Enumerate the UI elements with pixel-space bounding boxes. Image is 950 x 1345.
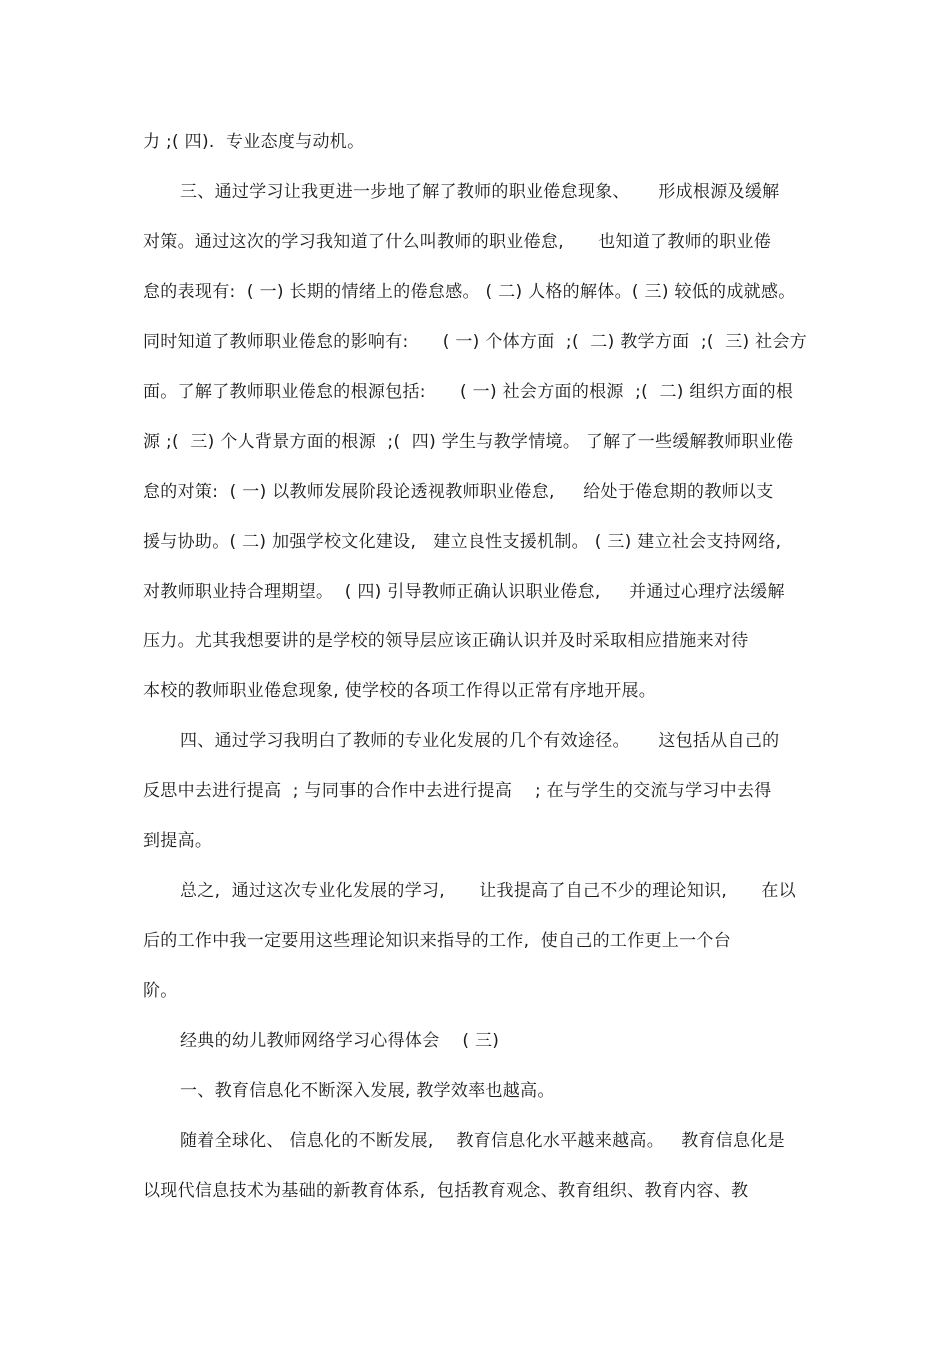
paragraph-line: 怠的对策: ( 一) 以教师发展阶段论透视教师职业倦怠, 给处于倦怠期的教师以支 <box>143 482 774 502</box>
paragraph-line: 随着全球化、 信息化的不断发展, 教育信息化水平越来越高。 教育信息化是 <box>180 1131 785 1151</box>
paragraph-line: 援与协助。( 二) 加强学校文化建设, 建立良性支援机制。 ( 三) 建立社会支持网络, <box>143 532 782 552</box>
paragraph-line: 怠的表现有: ( 一) 长期的情绪上的倦怠感。 ( 二) 人格的解体。( 三) 较低的成就感。 <box>143 282 796 302</box>
paragraph-line: 力 ;( 四). 专业态度与动机。 <box>143 132 365 152</box>
paragraph-line: 压力。尤其我想要讲的是学校的领导层应该正确认识并及时采取相应措施来对待 <box>143 631 749 651</box>
paragraph-line: 总之, 通过这次专业化发展的学习, 让我提高了自己不少的理论知识, 在以 <box>180 881 796 901</box>
paragraph-line: 源 ;( 三) 个人背景方面的根源 ;( 四) 学生与教学情境。 了解了一些缓解教师职业倦 <box>143 432 794 452</box>
paragraph-line: 以现代信息技术为基础的新教育体系, 包括教育观念、教育组织、教育内容、教 <box>143 1181 749 1201</box>
paragraph-line: 同时知道了教师职业倦怠的影响有: ( 一) 个体方面 ;( 二) 教学方面 ;( 三) 社会方 <box>143 332 808 352</box>
paragraph-line: 三、通过学习让我更进一步地了解了教师的职业倦怠现象、 形成根源及缓解 <box>180 182 780 202</box>
section-heading: 经典的幼儿教师网络学习心得体会 ( 三) <box>180 1031 500 1051</box>
paragraph-line: 四、通过学习我明白了教师的专业化发展的几个有效途径。 这包括从自己的 <box>180 731 780 751</box>
paragraph-line: 对策。通过这次的学习我知道了什么叫教师的职业倦怠, 也知道了教师的职业倦 <box>143 232 772 252</box>
paragraph-line: 对教师职业持合理期望。 ( 四) 引导教师正确认识职业倦怠, 并通过心理疗法缓解 <box>143 582 785 602</box>
paragraph-line: 本校的教师职业倦怠现象, 使学校的各项工作得以正常有序地开展。 <box>143 681 657 701</box>
paragraph-line: 一、教育信息化不断深入发展, 教学效率也越高。 <box>180 1081 555 1101</box>
paragraph-line: 后的工作中我一定要用这些理论知识来指导的工作, 使自己的工作更上一个台 <box>143 931 732 951</box>
paragraph-line: 到提高。 <box>143 831 213 851</box>
paragraph-line: 反思中去进行提高 ; 与同事的合作中去进行提高 ; 在与学生的交流与学习中去得 <box>143 781 772 801</box>
paragraph-line: 面。了解了教师职业倦怠的根源包括: ( 一) 社会方面的根源 ;( 二) 组织方面的根 <box>143 382 794 402</box>
paragraph-line: 阶。 <box>143 981 178 1001</box>
